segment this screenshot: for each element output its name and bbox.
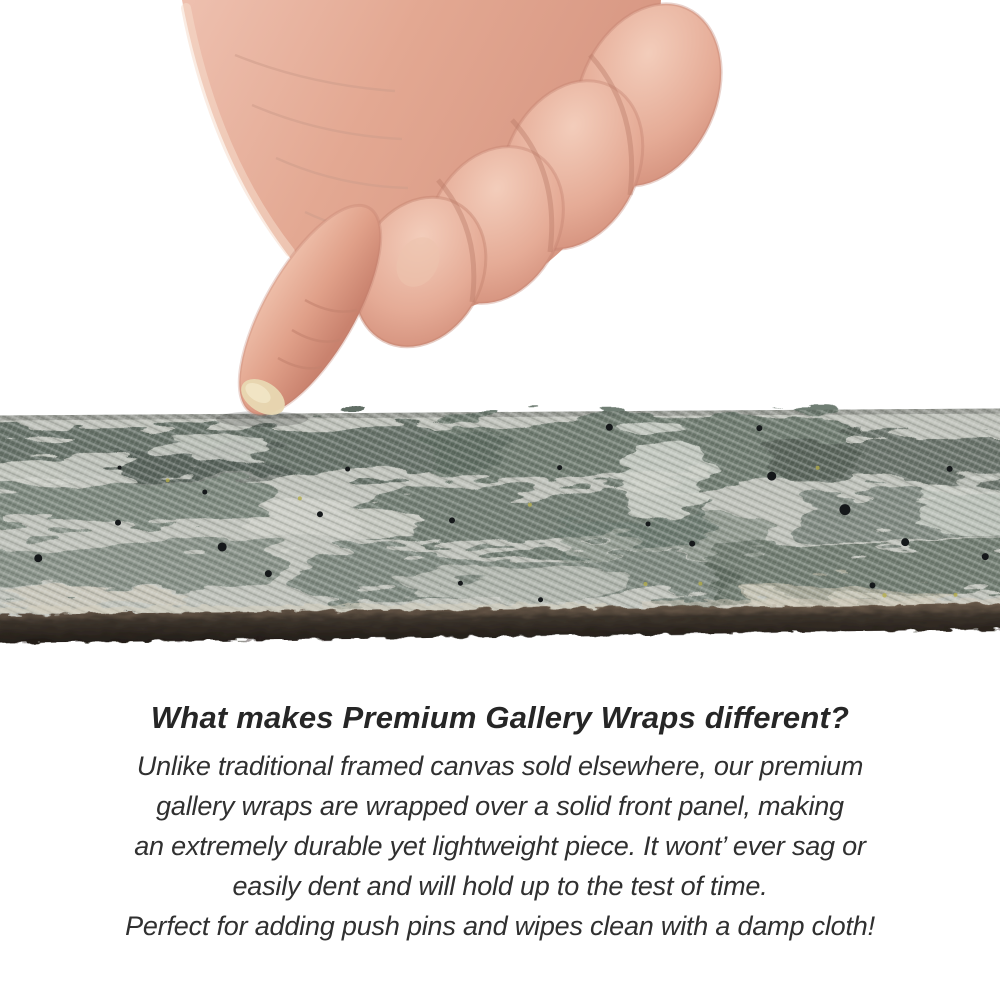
copy-line-4: easily dent and will hold up to the test of time. (232, 871, 768, 901)
copy-line-5: Perfect for adding push pins and wipes clean with a damp cloth! (125, 911, 875, 941)
copy-line-3: an extremely durable yet lightweight piece. It wont’ ever sag or (134, 831, 866, 861)
copy-block (0, 700, 1000, 946)
page-title: What makes Premium Gallery Wraps different? (150, 700, 850, 735)
hand-illustration (182, 0, 749, 435)
copy-line-1: Unlike traditional framed canvas sold elsewhere, our premium (136, 751, 864, 781)
canvas-strip (0, 408, 1000, 644)
copy-line-2: gallery wraps are wrapped over a solid front panel, making (156, 791, 844, 821)
